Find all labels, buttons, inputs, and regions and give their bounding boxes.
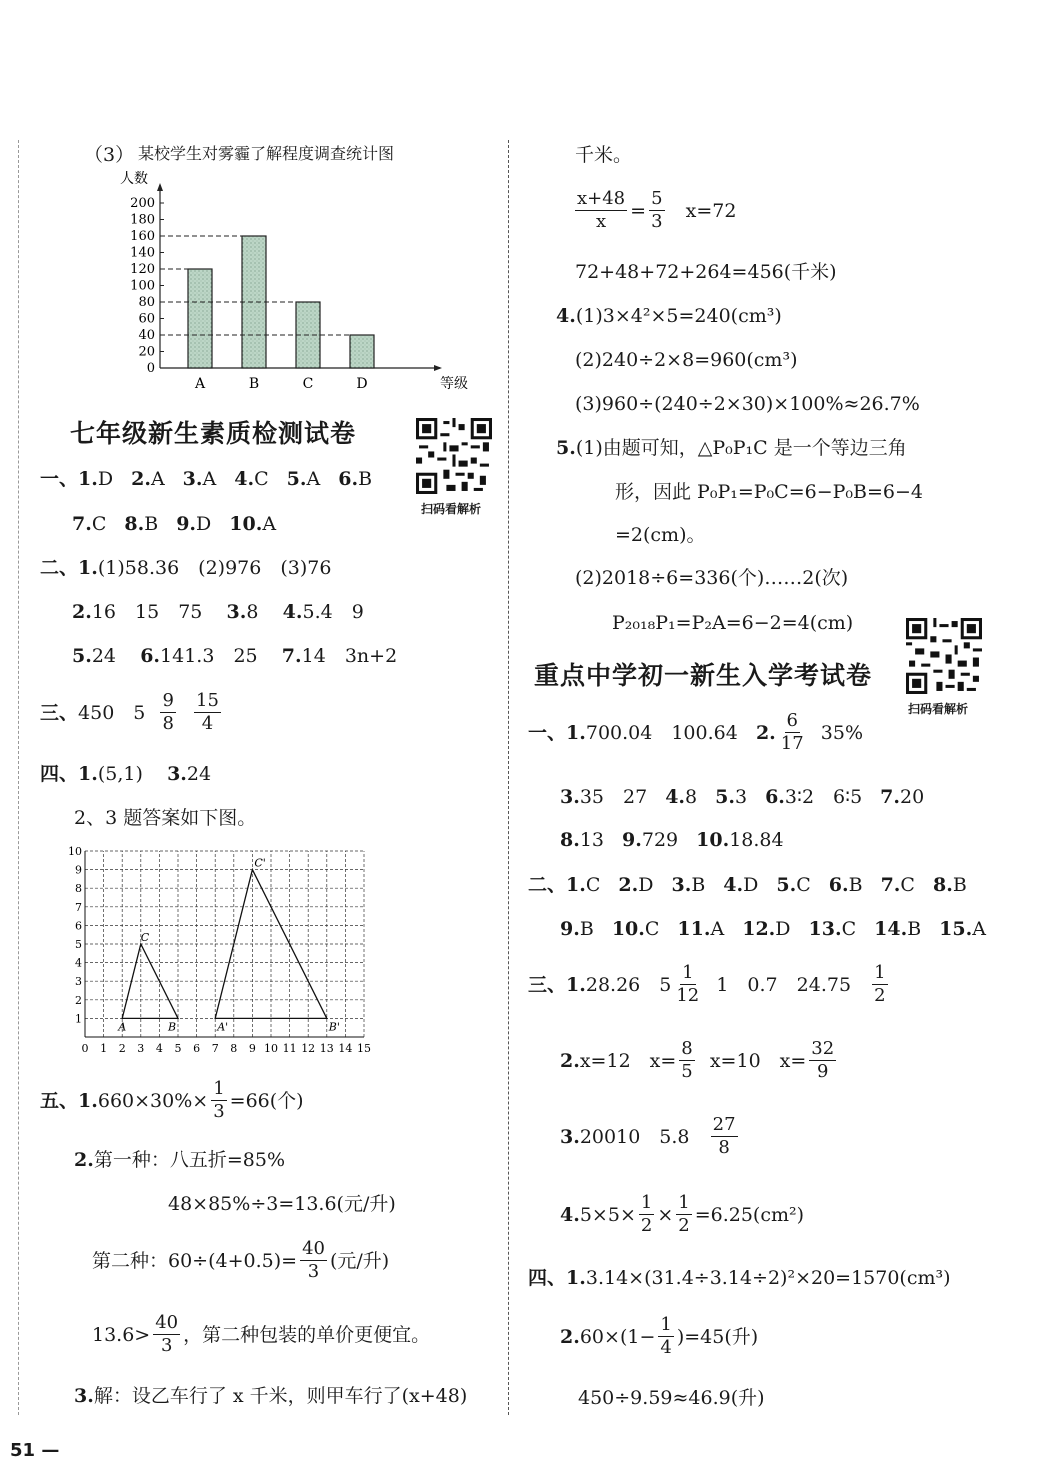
- chart-x-tick: C: [302, 376, 314, 392]
- grid-x-tick: 10: [264, 1042, 278, 1055]
- r-q4-3: (3)960÷(240÷2×30)×100%≈26.7%: [575, 393, 920, 415]
- grid-y-tick: 10: [68, 845, 82, 858]
- r-s1-item: 4.8: [665, 786, 698, 808]
- grid-y-tick: 5: [75, 938, 82, 951]
- l-s1-line1: 一、1.D 2.A 3.A 4.C 5.A 6.B: [40, 468, 373, 490]
- l-s3-line: 三、 450 5 $\frac{9}{8}$ $\frac{15}{4}$: [40, 690, 219, 734]
- grid-point-label: A': [217, 1020, 229, 1034]
- r-s2-item: 4.D: [723, 874, 759, 896]
- r-s2-line2: [560, 917, 1004, 941]
- chart-y-tick: 120: [130, 262, 155, 277]
- l-s1-item: 2.A: [131, 468, 165, 490]
- r-s1-item: 7.20: [880, 786, 925, 808]
- left-margin-rule: [18, 140, 19, 1415]
- r-s2-item: 3.B: [671, 874, 706, 896]
- l-s5-line6: 3.解：设乙车行了 x 千米，则甲车行了(x+48): [74, 1385, 468, 1407]
- grid-x-tick: 14: [338, 1042, 353, 1055]
- r-s2-item: 9.B: [560, 918, 594, 940]
- r-q4-1: 4.(1)3×4²×5=240(cm³): [556, 305, 782, 327]
- chart-y-tick: 0: [146, 361, 155, 376]
- chart-title: 某校学生对雾霾了解程度调查统计图: [138, 144, 395, 163]
- left-section-title: 七年级新生素质检测试卷: [70, 419, 357, 448]
- l-s2-line1: 二、1.(1)58.36 (2)976 (3)76: [40, 557, 332, 579]
- grid-x-tick: 4: [155, 1042, 163, 1055]
- chart-y-arrow: [157, 183, 163, 191]
- l-s1-item: 6.B: [338, 468, 373, 490]
- chart-x-tick: A: [194, 376, 206, 392]
- grid-point-label: A: [118, 1020, 127, 1034]
- l-s2-line3: 5.24 6.141.3 25 7.14 3n+2: [72, 645, 398, 667]
- chart-y-label: 人数: [120, 171, 148, 187]
- r-s2-item: 15.A: [939, 918, 986, 940]
- r-s1-item: 5.3: [715, 786, 748, 808]
- grid-point-label: C': [254, 856, 266, 870]
- chart-prefix: （3）: [84, 144, 135, 166]
- r-s2-item: 14.B: [874, 918, 922, 940]
- r-s2-item: 1.C: [566, 874, 601, 896]
- l-s1-item: 8.B: [124, 513, 159, 535]
- grid-point-label: B: [168, 1020, 177, 1034]
- chart-bar-A: [188, 269, 212, 368]
- grid-x-tick: 11: [282, 1042, 297, 1055]
- qr-code-left: [416, 418, 492, 494]
- chart-x-tick: D: [356, 376, 368, 392]
- r-q5-5: P₂₀₁₈P₁=P₂A=6−2=4(cm): [612, 612, 854, 634]
- r-s2-item: 10.C: [611, 918, 660, 940]
- r-line2: $\frac{x+48}{x}$ = $\frac{5}{3}$ x=72: [577, 188, 737, 232]
- grid-y-tick: 3: [75, 975, 82, 989]
- grid-x-tick: 6: [193, 1042, 201, 1055]
- l-s5-line3: 48×85%÷3=13.6(元/升): [168, 1193, 396, 1215]
- chart-x-label: 等级: [440, 376, 468, 392]
- r-s4-line3: 450÷9.59≈46.9(升): [578, 1387, 765, 1409]
- grid-y-tick: 6: [75, 919, 82, 933]
- r-q4-2: (2)240÷2×8=960(cm³): [575, 349, 798, 371]
- grid-x-tick: 8: [230, 1042, 238, 1055]
- r-s2-item: 11.A: [677, 918, 725, 940]
- l-s1-item: 3.A: [182, 468, 217, 490]
- chart-y-tick: 200: [130, 196, 155, 211]
- grid-y-tick: 8: [75, 882, 82, 896]
- grid-point-label: C: [140, 931, 150, 944]
- l-s5-line5: 13.6> $\frac{40}{3}$ ，第二种包装的单价更便宜。: [92, 1312, 431, 1356]
- chart-bar-D: [350, 335, 374, 368]
- l-s1-item: 9.D: [176, 513, 212, 535]
- r-s2-line1: 二、1.C 2.D 3.B 4.D 5.C 6.B 7.C 8.B: [528, 874, 967, 896]
- r-q5-1: 5.(1)由题可知，△P₀P₁C 是一个等边三角: [556, 437, 907, 459]
- r-line3: 72+48+72+264=456(千米): [575, 261, 837, 283]
- chart-y-tick: 140: [130, 245, 155, 261]
- chart-y-tick: 160: [130, 229, 155, 244]
- chart-y-tick: 80: [138, 295, 155, 310]
- chart-x-arrow: [434, 365, 442, 371]
- grid-y-tick: 9: [75, 863, 82, 877]
- frac-9-8: $\frac{9}{8}$: [162, 690, 174, 734]
- r-s1-item: 3.35 27: [560, 786, 648, 808]
- l-s5-line1: 五、 1. 660×30%× $\frac{1}{3}$ =66(个): [40, 1078, 304, 1122]
- qr-label-right: 扫码看解析: [908, 702, 969, 716]
- r-s2-item: 2.D: [618, 874, 654, 896]
- grid-x-tick: 12: [301, 1042, 316, 1055]
- grid-y-tick: 1: [75, 1012, 82, 1026]
- r-s2-item: 7.C: [880, 874, 915, 896]
- r-s1-item: 8.13: [560, 829, 605, 851]
- chart-x-tick: B: [248, 376, 260, 392]
- frac-15-4: $\frac{15}{4}$: [196, 690, 219, 734]
- l-s1-line2: [72, 512, 294, 536]
- bar-chart: [110, 170, 468, 395]
- grid-x-tick: 3: [137, 1042, 145, 1055]
- r-s1-item: 6.3∶2 6∶5: [765, 786, 863, 808]
- l-s4-line2: 2、3 题答案如下图。: [74, 807, 257, 829]
- r-s1-item: 9.729: [622, 829, 679, 851]
- l-s4-line1: 四、1.(5,1) 3.24: [40, 763, 212, 785]
- grid-y-tick: 4: [75, 956, 82, 970]
- grid-x-tick: 5: [174, 1042, 182, 1055]
- column-divider: [508, 140, 509, 1415]
- l-s1-item: 1.D: [78, 468, 114, 490]
- chart-y-tick: 40: [138, 328, 155, 343]
- page-number: 51 —: [10, 1440, 60, 1461]
- r-s1-line3: [560, 828, 802, 852]
- qr-code-right: [906, 618, 982, 694]
- grid-x-tick: 1: [100, 1042, 108, 1055]
- r-s3-line3: 3. 20010 5.8 $\frac{27}{8}$: [560, 1114, 736, 1158]
- grid-x-tick: 15: [357, 1042, 371, 1055]
- grid-x-tick: 2: [118, 1042, 126, 1055]
- r-s2-item: 12.D: [742, 918, 791, 940]
- grid-x-tick: 0: [81, 1042, 89, 1055]
- chart-bar-B: [242, 236, 266, 368]
- right-section-title: 重点中学初一新生入学考试卷: [534, 661, 873, 690]
- chart-y-tick: 100: [130, 278, 155, 294]
- grid-x-tick: 13: [319, 1042, 334, 1055]
- l-s5-line2: 2.第一种：八五折=85%: [74, 1149, 285, 1171]
- r-s3-line4: 4. 5×5× $\frac{1}{2}$ × $\frac{1}{2}$ =6.25(cm²): [560, 1192, 805, 1236]
- r-line1: 千米。: [575, 144, 633, 166]
- qr-label-left: 扫码看解析: [421, 502, 482, 516]
- r-s3-line2: 2. x=12 x= $\frac{8}{5}$ x=10 x= $\frac{32}{9}$: [560, 1038, 835, 1082]
- r-s2-item: 8.B: [932, 874, 967, 896]
- chart-y-tick: 180: [130, 212, 155, 228]
- l-s5-line4: 第二种：60÷(4+0.5)= $\frac{40}{3}$ (元/升): [92, 1238, 390, 1282]
- r-s4-line2: 2. 60×(1− $\frac{1}{4}$ )=45(升): [560, 1314, 759, 1358]
- chart-y-tick: 60: [138, 311, 155, 327]
- r-s1-line2: [560, 785, 942, 809]
- l-s1-item: 7.C: [72, 513, 107, 535]
- r-s1-item: 10.18.84: [696, 829, 784, 851]
- grid-y-tick: 7: [75, 900, 82, 914]
- r-s4-line1: 四、1.3.14×(31.4÷3.14÷2)²×20=1570(cm³): [528, 1267, 951, 1289]
- r-s2-item: 5.C: [776, 874, 811, 896]
- r-s1-line1: 一、 1. 700.04 100.64 2. $\frac{6}{17}$ 35%: [528, 710, 864, 754]
- r-s2-item: 13.C: [808, 918, 857, 940]
- r-q5-2: 形，因此 P₀P₁=P₀C=6−P₀B=6−4: [615, 481, 924, 503]
- l-s1-item: 10.A: [229, 513, 277, 535]
- l-s1-item: 5.A: [286, 468, 321, 490]
- chart-y-tick: 20: [138, 344, 155, 360]
- grid-x-tick: 7: [211, 1042, 219, 1055]
- r-q5-4: (2)2018÷6=336(个)……2(次): [575, 567, 849, 589]
- coordinate-grid-figure: [70, 845, 390, 1057]
- l-s1-item: 4.C: [234, 468, 269, 490]
- grid-y-tick: 2: [75, 993, 82, 1007]
- r-s3-line1: 三、 1. 28.26 5 $\frac{1}{12}$ 1 0.7 24.75 $\frac{1}{2}$: [528, 962, 886, 1006]
- r-s2-item: 6.B: [828, 874, 863, 896]
- grid-x-tick: 9: [248, 1042, 256, 1055]
- grid-point-label: B': [328, 1020, 340, 1034]
- l-s2-line2: 2.16 15 75 3.8 4.5.4 9: [72, 601, 364, 623]
- r-q5-3: =2(cm)。: [615, 524, 706, 546]
